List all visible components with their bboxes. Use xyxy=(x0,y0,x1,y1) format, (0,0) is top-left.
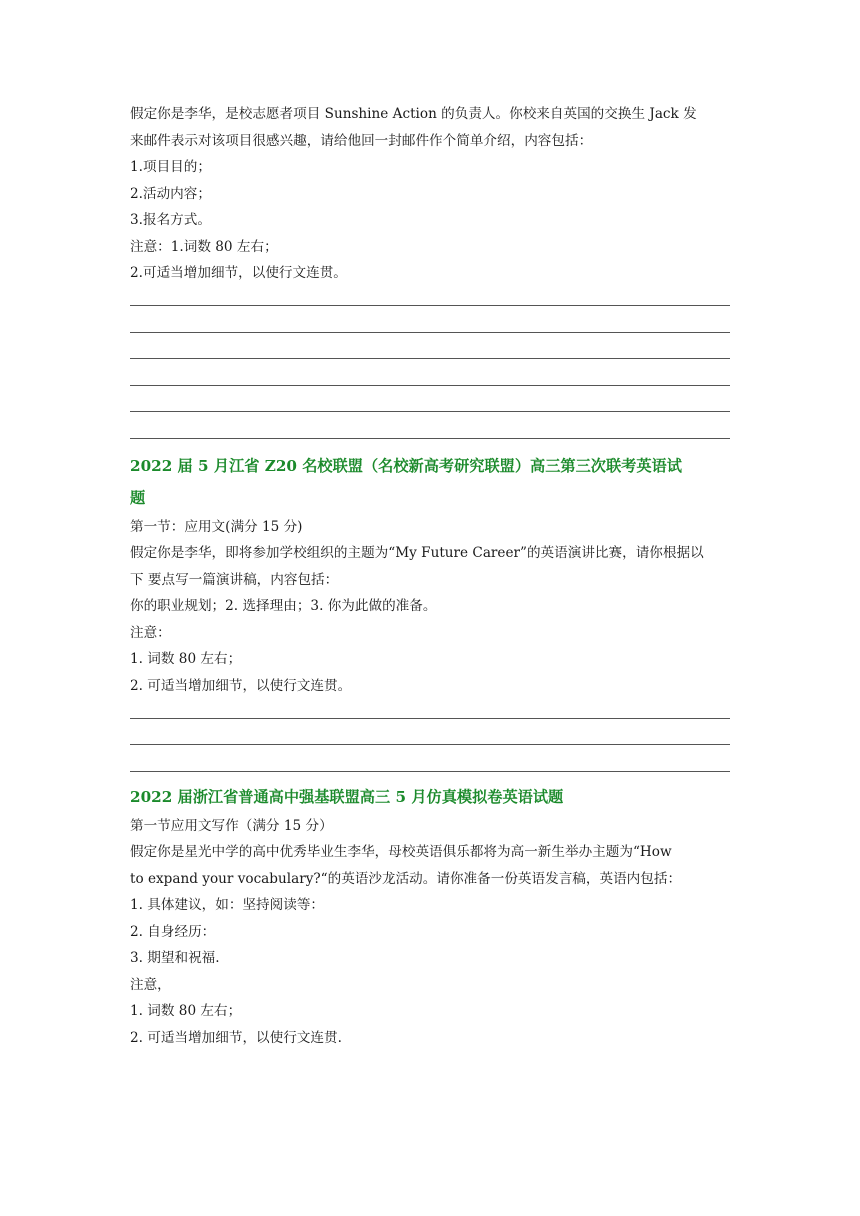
section-title xyxy=(130,450,730,514)
prompt-line: 注意， xyxy=(130,976,171,993)
prompt-line: 1. 词数 80 左右； xyxy=(130,651,242,667)
answer-line xyxy=(130,726,730,753)
prompt-line: 2. 可适当增加细节，以使行文连贯. xyxy=(130,1029,342,1046)
answer-line xyxy=(130,699,730,726)
prompt-line: 下 要点写一篇演讲稿，内容包括： xyxy=(130,571,339,588)
prompt-line: 来邮件表示对该项目很感兴趣，请给他回一封邮件作个简单介绍，内容包括： xyxy=(130,132,593,149)
section-title-line: 2022 届 5 月江省 Z20 名校联盟（名校新高考研究联盟）高三第三次联考英语试 xyxy=(130,456,682,475)
prompt-line: to expand your vocabulary?“的英语沙龙活动。请你准备一份英语发言稿，英语内包括： xyxy=(130,870,682,887)
answer-line xyxy=(130,366,730,393)
section-2 xyxy=(130,450,730,779)
prompt-line: 注意： xyxy=(130,624,171,641)
prompt-line: 假定你是李华，是校志愿者项目 Sunshine Action 的负责人。你校来自英国的交换生 Jack 发 xyxy=(130,106,697,122)
answer-line xyxy=(130,419,730,446)
answer-line xyxy=(130,340,730,367)
answer-line xyxy=(130,393,730,420)
prompt-line: 2.可适当增加细节，以使行文连贯。 xyxy=(130,265,347,281)
prompt-line: 1. 词数 80 左右； xyxy=(130,1003,242,1019)
prompt-line: 1.项目目的； xyxy=(130,159,211,175)
section-1 xyxy=(130,101,730,446)
prompt-line: 你的职业规划；2. 选择理由；3. 你为此做的准备。 xyxy=(130,598,437,614)
prompt-line: 2. 可适当增加细节，以使行文连贯。 xyxy=(130,677,352,694)
section-subtitle: 第一节应用文写作（满分 15 分） xyxy=(130,817,333,834)
prompt-line: 假定你是李华，即将参加学校组织的主题为“My Future Career”的英语演讲比赛，请你根据以 xyxy=(130,545,704,561)
section-title: 2022 届浙江省普通高中强基联盟高三 5 月仿真模拟卷英语试题 xyxy=(130,787,564,806)
section-title-line: 题 xyxy=(130,488,146,507)
answer-line xyxy=(130,287,730,314)
section-subtitle: 第一节：应用文(满分 15 分) xyxy=(130,518,303,535)
prompt-line: 2.活动内容； xyxy=(130,185,211,202)
section-3 xyxy=(130,781,730,1052)
answer-line xyxy=(130,313,730,340)
prompt-line: 2. 自身经历： xyxy=(130,923,216,940)
prompt-line: 3. 期望和祝福. xyxy=(130,950,220,966)
prompt-line: 假定你是星光中学的高中优秀毕业生李华，母校英语俱乐都将为高一新生举办主题为“How xyxy=(130,844,672,860)
prompt-line: 1. 具体建议，如：坚持阅读等： xyxy=(130,897,325,913)
prompt-line: 注意：1.词数 80 左右； xyxy=(130,238,278,255)
document-content xyxy=(130,101,730,1051)
prompt-line: 3.报名方式。 xyxy=(130,212,211,228)
answer-line xyxy=(130,752,730,779)
